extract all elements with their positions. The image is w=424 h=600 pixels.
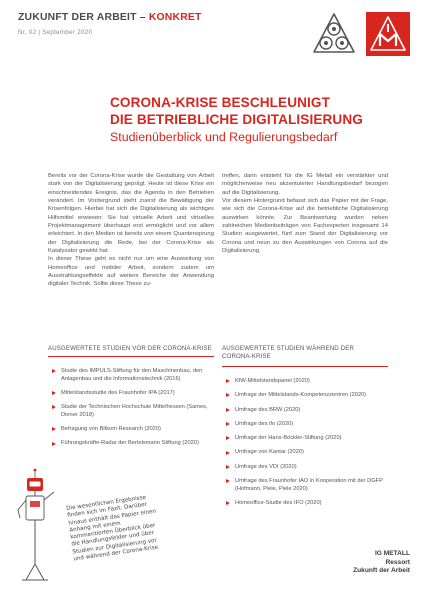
list-item: Homeoffice-Studie des IFO (2020) — [226, 500, 390, 508]
triangle-bullet-icon — [52, 369, 56, 373]
body-paragraph: Vor diesem Hintergrund befasst sich das Papier mit der Frage, wie sich die Corona-Krise auf die betriebliche Digitalisierung auswirken könnte. Zur Beantwortung wurden neben zahlreichen Medienbeiträgen von Fachexperten insgesamt 14 Studien ausgewertet, fünf zum Stand der Digitalisierung vor Corona und neun zu den Auswirkungen von Corona auf die Digitalisierung. — [222, 198, 388, 255]
triangle-bullet-icon — [52, 427, 56, 431]
triangle-bullet-icon — [226, 408, 230, 412]
list-item: Befragung von Bitkom Research (2020) — [52, 426, 214, 434]
triangle-bullet-icon — [226, 436, 230, 440]
studies-during-heading: AUSGEWERTETE STUDIEN WÄHREND DER CORONA-KRISE — [222, 345, 354, 360]
title-block — [110, 94, 410, 144]
body-column-right — [222, 172, 388, 255]
body-paragraph: treffen, dann entsteht für die IG Metall ein verstärkter und möglicherweise neu akzentuierter Handlungsbedarf bezogen auf die Digitalisierung. — [222, 173, 388, 196]
triangle-bullet-icon — [226, 422, 230, 426]
list-item: Mittelstandsstudie des Fraunhofer IPA (2017) — [52, 390, 214, 398]
body-column-left — [48, 172, 214, 289]
list-item: KfW-Mittelstandspanel (2020) — [226, 378, 390, 386]
title-line-1: CORONA-KRISE BESCHLEUNIGT — [110, 95, 331, 110]
robot-illustration-icon — [14, 468, 56, 586]
triangle-gears-logo-icon — [312, 12, 356, 56]
list-item: Umfrage des BRW (2020) — [226, 407, 390, 415]
list-item: Umfrage der Mittelstands-Kompetenzzentren (2020) — [226, 392, 390, 400]
studies-during-list — [226, 378, 390, 514]
triangle-bullet-icon — [226, 501, 230, 505]
series-title-main: ZUKUNFT DER ARBEIT – — [18, 12, 149, 23]
body-paragraph: Bereits vor der Corona-Krise wurde die Gestaltung von Arbeit stark von der Digitalisierung geprägt. Heute ist diese Krise ein einschneidendes Ereignis, das die Agenda in den Betrieben verändert. Im Vordergrund steht zuerst die Bewältigung der Krisenfolgen. Hierbei hat sich die Digitalisierung als wichtiges Hilfsmittel erwiesen: Sie hat virtuelle Arbeit und virtuelles Projektmanagement überhaupt erst ermöglicht und vor allem erleichtert. In den Medien ist bereits von einem Quantensprung der Digitalisierung die Rede, bei der Corona-Krise als Katalysator gewirkt hat. — [48, 173, 214, 255]
heading-divider — [222, 366, 388, 367]
subtitle: Studienüberblick und Regulierungsbedarf — [110, 130, 338, 144]
list-item: Umfrage des Fraunhofer IAO in Kooperation mit der DGFP (Hofmann, Piele, Piele 2020) — [226, 478, 390, 493]
list-item: Studie des IMPULS-Stiftung für den Maschinenbau, den Anlagenbau und die Informationstechnik (2016) — [52, 368, 214, 383]
studies-before-heading: AUSGEWERTETE STUDIEN VOR DER CORONA-KRISE — [48, 345, 212, 352]
list-item: Studie der Technischen Hochschule Mittelhessen (Sames, Diener 2018) — [52, 404, 214, 419]
footer-line: Ressort — [385, 558, 410, 566]
triangle-bullet-icon — [226, 393, 230, 397]
heading-divider — [48, 356, 214, 357]
note-text: Die wesentlichen Ergebnisse finden sich im Fazit. Darüber hinaus enthält das Papier einen Anhang mit einem kommentierten Überblick über die Handlungsfelder und über Studien zur Digitalisierung vor und während der Corona-Krise. — [66, 494, 161, 563]
list-item: Umfrage von Kantar (2020) — [226, 449, 390, 457]
title-line-2: DIE BETRIEBLICHE DIGITALISIERUNG — [110, 112, 363, 127]
studies-before-list — [52, 368, 214, 455]
triangle-bullet-icon — [52, 405, 56, 409]
handwritten-note — [56, 484, 168, 564]
list-item: Umfrage der Hans-Böckler-Stiftung (2020) — [226, 435, 390, 443]
footer-line: IG METALL — [374, 550, 410, 557]
triangle-bullet-icon — [52, 442, 56, 446]
footer-line: Zukunft der Arbeit — [353, 567, 410, 575]
triangle-bullet-icon — [226, 379, 230, 383]
list-item: Umfrage des ifo (2020) — [226, 421, 390, 429]
footer-publisher — [353, 550, 410, 576]
series-title — [18, 12, 308, 23]
triangle-bullet-icon — [226, 451, 230, 455]
issue-line: Nr. 02 | September 2020 — [18, 29, 93, 36]
triangle-bullet-icon — [226, 465, 230, 469]
series-title-accent: KONKRET — [148, 12, 202, 23]
list-item: Führungskräfte-Radar der Bertelsmann Stiftung (2020) — [52, 440, 214, 448]
ig-metall-logo-icon — [366, 12, 410, 56]
header — [18, 12, 308, 36]
triangle-bullet-icon — [226, 479, 230, 483]
body-paragraph: In dieser These geht es nicht nur um eine Ausweitung von Homeoffice und mobiler Arbeit, sondern zudem um Ausstrahlungseffekte auf weitere Bereiche der Anwendung digitaler Technik. Sollte diese These zu- — [48, 256, 214, 288]
list-item: Umfrage des VDI (2020) — [226, 464, 390, 472]
triangle-bullet-icon — [52, 391, 56, 395]
